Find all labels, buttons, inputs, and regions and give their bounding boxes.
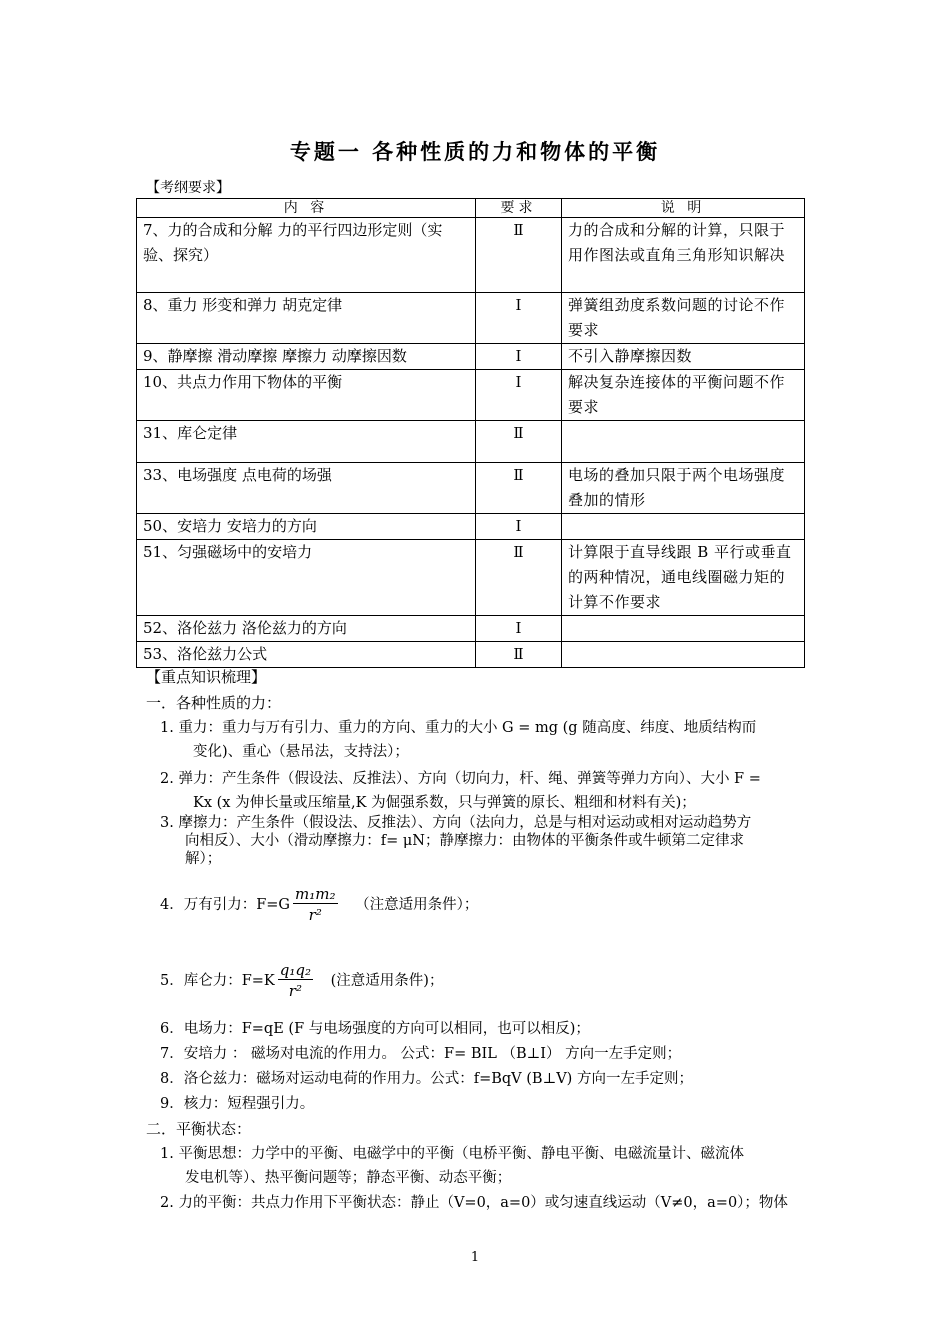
row-content: 9、静摩擦 滑动摩擦 摩擦力 动摩擦因数 bbox=[137, 344, 476, 370]
row-note: 弹簧组劲度系数问题的讨论不作要求 bbox=[562, 293, 805, 344]
document-title: 专题一 各种性质的力和物体的平衡 bbox=[289, 139, 661, 164]
formula-suffix: （注意适用条件）； bbox=[355, 897, 479, 913]
row-note: 电场的叠加只限于两个电场强度叠加的情形 bbox=[562, 463, 805, 514]
row-note: 力的合成和分解的计算，只限于用作图法或直角三角形知识解决 bbox=[562, 218, 805, 293]
row-level: Ⅰ bbox=[476, 514, 562, 540]
row-note bbox=[562, 642, 805, 668]
force-item-line: 向相反）、大小（滑动摩擦力：f= μN；静摩擦力：由物体的平衡条件或牛顿第二定律求 bbox=[185, 833, 744, 849]
row-level: Ⅰ bbox=[476, 616, 562, 642]
row-level: Ⅰ bbox=[476, 293, 562, 344]
table-header-row bbox=[137, 199, 805, 218]
equilibrium-item-line: 发电机等）、热平衡问题等；静态平衡、动态平衡； bbox=[185, 1170, 512, 1186]
row-content: 53、洛伦兹力公式 bbox=[137, 642, 476, 668]
force-item-line: 1. 重力：重力与万有引力、重力的方向、重力的大小 G = mg (g 随高度、纬度、地质结构而 bbox=[160, 720, 757, 736]
formula-suffix: (注意适用条件)； bbox=[330, 973, 444, 989]
row-level: Ⅰ bbox=[476, 344, 562, 370]
table-row bbox=[137, 616, 805, 642]
row-content: 8、重力 形变和弹力 胡克定律 bbox=[137, 293, 476, 344]
table-row bbox=[137, 370, 805, 421]
header-level: 要求 bbox=[476, 199, 562, 218]
row-content: 52、洛伦兹力 洛伦兹力的方向 bbox=[137, 616, 476, 642]
row-note: 不引入静摩擦因数 bbox=[562, 344, 805, 370]
row-note: 计算限于直导线跟 B 平行或垂直的两种情况，通电线圈磁力矩的计算不作要求 bbox=[562, 540, 805, 616]
equilibrium-item-line: 2. 力的平衡：共点力作用下平衡状态：静止（V=0，a=0）或匀速直线运动（V≠0，a=0）；物体 bbox=[160, 1195, 788, 1211]
row-level: Ⅱ bbox=[476, 642, 562, 668]
force-item-line: 3. 摩擦力：产生条件（假设法、反推法）、方向（法向力，总是与相对运动或相对运动趋势方 bbox=[160, 815, 752, 831]
header-note: 说 明 bbox=[562, 199, 805, 218]
formula-prefix: 5．库仑力：F=K bbox=[160, 973, 275, 989]
force-item-line: 8．洛仑兹力：磁场对运动电荷的作用力。公式：f=BqV (B⊥V) 方向一左手定则； bbox=[160, 1071, 693, 1087]
table-row bbox=[137, 642, 805, 668]
force-item-line: 9．核力：短程强引力。 bbox=[160, 1096, 315, 1112]
table-row bbox=[137, 421, 805, 463]
force-item-line: 6．电场力：F=qE (F 与电场强度的方向可以相同，也可以相反)； bbox=[160, 1021, 590, 1037]
force-item-line: 2. 弹力：产生条件（假设法、反推法）、方向（切向力，杆、绳、弹簧等弹力方向）、大小 F = bbox=[160, 771, 761, 787]
requirements-table bbox=[136, 198, 805, 668]
row-level: Ⅱ bbox=[476, 463, 562, 514]
fraction-numerator: q₁q₂ bbox=[279, 960, 312, 979]
force-item-line: Kx (x 为伸长量或压缩量,K 为倔强系数，只与弹簧的原长、粗细和材料有关)； bbox=[193, 795, 696, 811]
force-item-line: 解）； bbox=[185, 851, 222, 867]
row-content: 51、匀强磁场中的安培力 bbox=[137, 540, 476, 616]
equilibrium-item-line: 1. 平衡思想：力学中的平衡、电磁学中的平衡（电桥平衡、静电平衡、电磁流量计、磁流体 bbox=[160, 1146, 744, 1162]
page-number: 1 bbox=[470, 1250, 480, 1265]
coulomb-fraction bbox=[278, 961, 313, 1002]
row-content: 10、共点力作用下物体的平衡 bbox=[137, 370, 476, 421]
table-row bbox=[137, 293, 805, 344]
header-content: 内 容 bbox=[137, 199, 476, 218]
table-row bbox=[137, 463, 805, 514]
gravitation-fraction bbox=[293, 885, 337, 926]
formula-prefix: 4．万有引力：F=G bbox=[160, 897, 291, 913]
row-content: 50、安培力 安培力的方向 bbox=[137, 514, 476, 540]
requirements-heading: 【考纲要求】 bbox=[146, 180, 230, 196]
row-content: 7、力的合成和分解 力的平行四边形定则（实验、探究） bbox=[137, 218, 476, 293]
force-item-line: 7．安培力 ： 磁场对电流的作用力。 公式：F= BIL （B⊥I） 方向一左手定则； bbox=[160, 1046, 682, 1062]
row-content: 31、库仑定律 bbox=[137, 421, 476, 463]
fraction-denominator: r² bbox=[288, 981, 302, 1000]
row-note bbox=[562, 421, 805, 463]
row-note bbox=[562, 616, 805, 642]
fraction-denominator: r² bbox=[308, 905, 322, 924]
force-item-line: 变化)、重心（悬吊法，支持法）； bbox=[193, 744, 409, 760]
row-note bbox=[562, 514, 805, 540]
coulomb-formula-line bbox=[160, 956, 443, 1006]
section-heading: 一．各种性质的力： bbox=[146, 694, 282, 712]
knowledge-heading: 【重点知识梳理】 bbox=[146, 668, 267, 686]
table-row bbox=[137, 218, 805, 293]
table-row bbox=[137, 514, 805, 540]
table-row bbox=[137, 344, 805, 370]
row-level: Ⅰ bbox=[476, 370, 562, 421]
row-content: 33、电场强度 点电荷的场强 bbox=[137, 463, 476, 514]
table-row bbox=[137, 540, 805, 616]
row-note: 解决复杂连接体的平衡问题不作要求 bbox=[562, 370, 805, 421]
row-level: Ⅱ bbox=[476, 218, 562, 293]
fraction-numerator: m₁m₂ bbox=[295, 884, 336, 903]
section-heading: 二．平衡状态： bbox=[146, 1120, 252, 1138]
row-level: Ⅱ bbox=[476, 421, 562, 463]
row-level: Ⅱ bbox=[476, 540, 562, 616]
gravitation-formula-line bbox=[160, 880, 478, 930]
